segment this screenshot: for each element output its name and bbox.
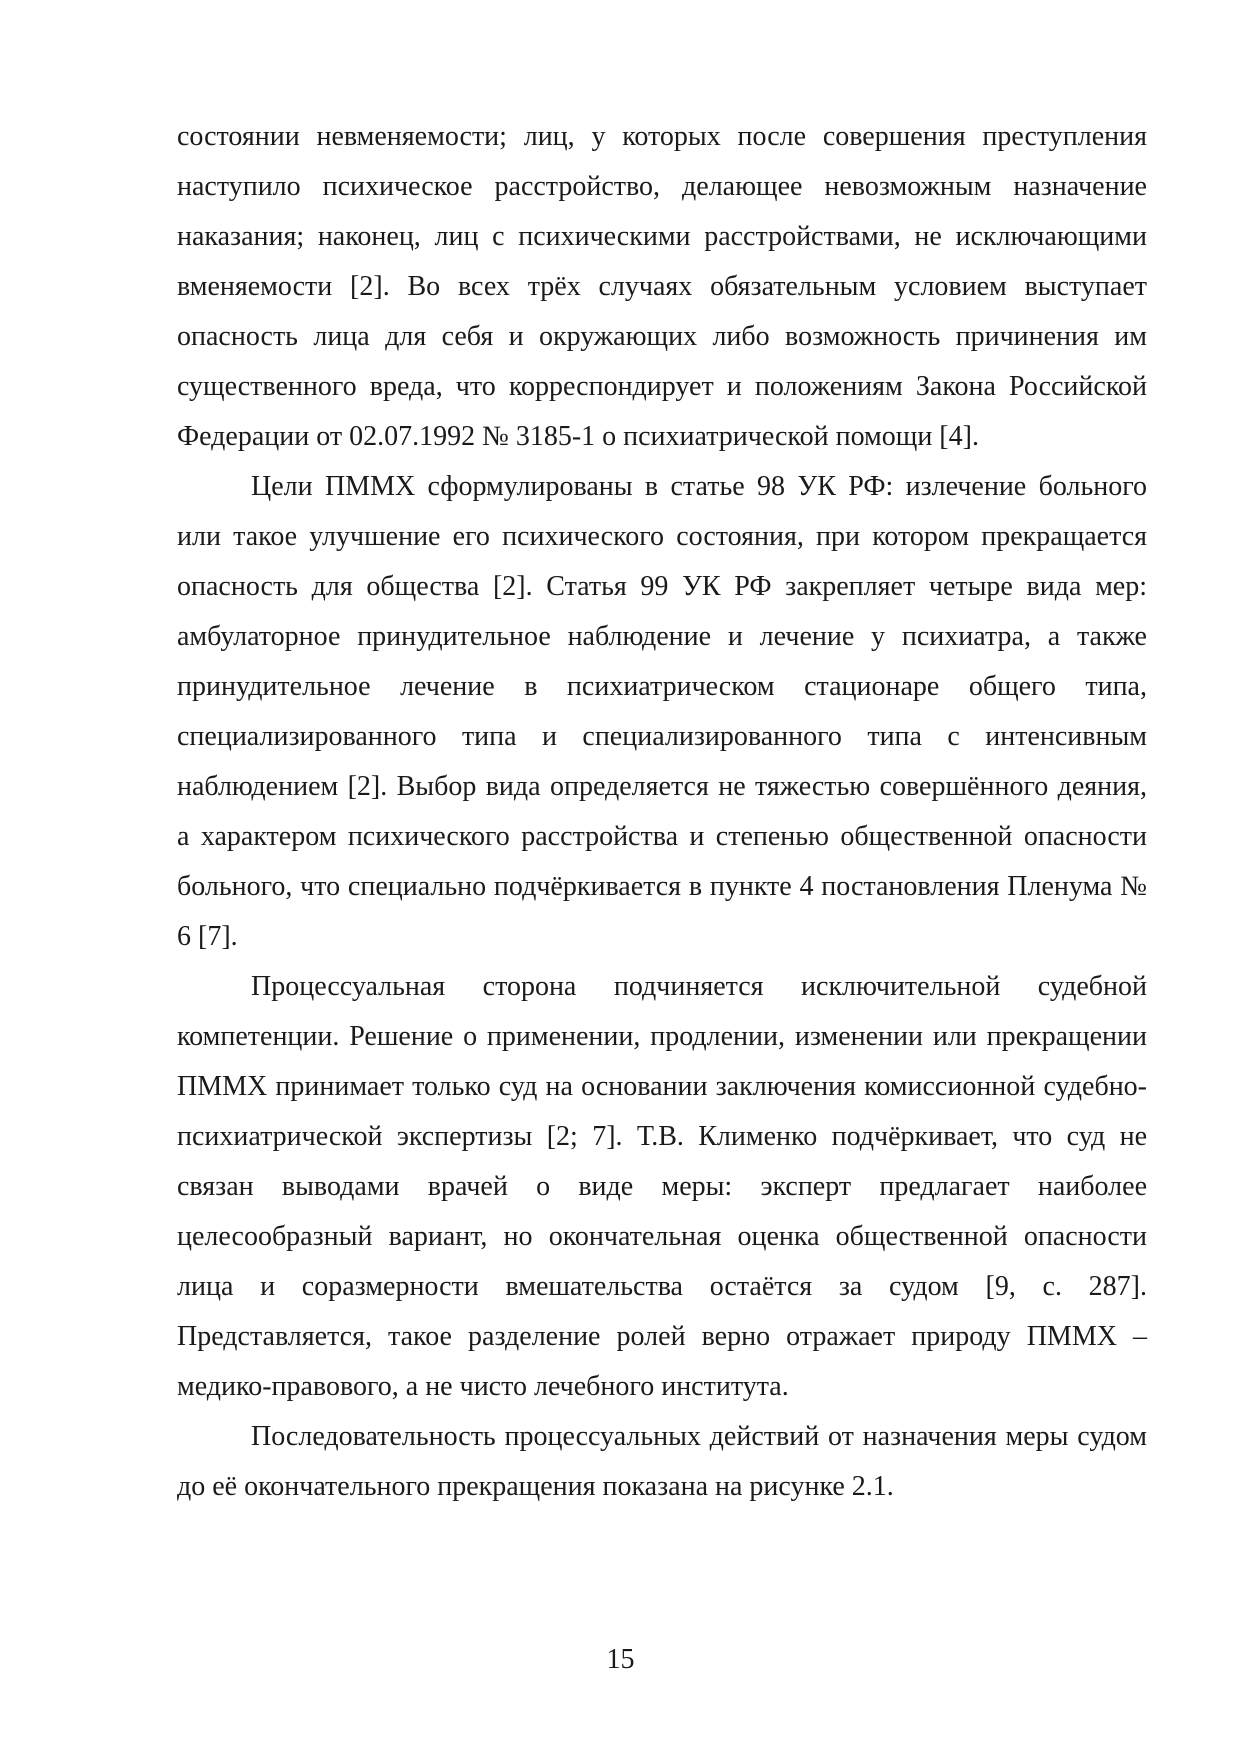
paragraph-sequence: Последовательность процессуальных действий от назначения меры судом до её окончательного прекращения показана на рисунке 2.1. — [177, 1421, 1147, 1502]
paragraph-procedure: Процессуальная сторона подчиняется исключительной судебной компетенции. Решение о применении, продлении, изменении или прекращении ПММХ принимает только суд на основании заключения комиссионной судебно-психиатрической экспертизы [2; 7]. Т.В. Клименко подчёркивает, что суд не связан выводами врачей о виде меры: эксперт предлагает наиболее целесообразный вариант, но окончательная оценка общественной опасности лица и соразмерности вмешательства остаётся за судом [9, с. 287]. Представляется, такое разделение ролей верно отражает природу ПММХ – медико-правового, а не чисто лечебного института. — [177, 971, 1147, 1402]
paragraph-continuation: состоянии невменяемости; лиц, у которых после совершения преступления наступило психическое расстройство, делающее невозможным назначение наказания; наконец, лиц с психическими расстройствами, не исключающими вменяемости [2]. Во всех трёх случаях обязательным условием выступает опасность лица для себя и окружающих либо возможность причинения им существенного вреда, что корреспондирует и положениям Закона Российской Федерации от 02.07.1992 № 3185-1 о психиатрической помощи [4]. — [177, 121, 1147, 452]
paragraph-goals: Цели ПММХ сформулированы в статье 98 УК РФ: излечение больного или такое улучшение его психического состояния, при котором прекращается опасность для общества [2]. Статья 99 УК РФ закрепляет четыре вида мер: амбулаторное принудительное наблюдение и лечение у психиатра, а также принудительное лечение в психиатрическом стационаре общего типа, специализированного типа и специализированного типа с интенсивным наблюдением [2]. Выбор вида определяется не тяжестью совершённого деяния, а характером психического расстройства и степенью общественной опасности больного, что специально подчёркивается в пункте 4 постановления Пленума № 6 [7]. — [177, 471, 1147, 952]
page-body — [177, 112, 1147, 1512]
page-number: 15 — [606, 1644, 635, 1675]
